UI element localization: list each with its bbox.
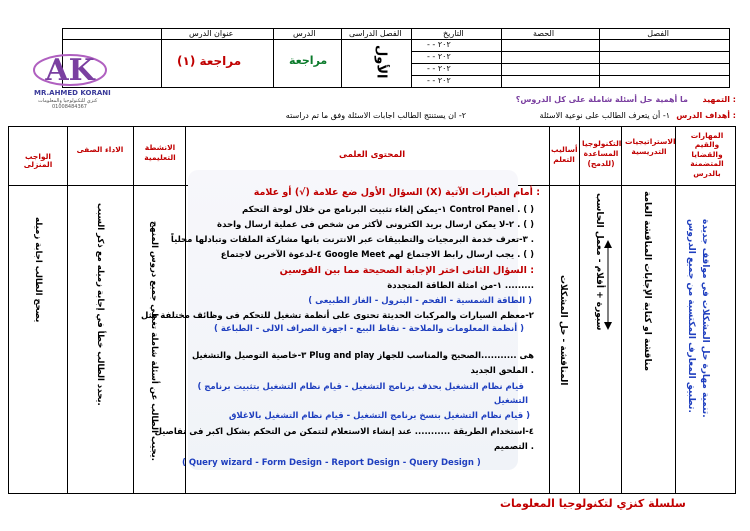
q1-item-2: ٢-لا يمكن ارسال بريد الكترونى لأكثر من شخص فى عملية ارسال واحدة . ( ) xyxy=(217,220,534,230)
lesson-value: مراجعة xyxy=(289,54,328,67)
intro-label: التمهيد : xyxy=(702,95,736,104)
technology-text: سبورة + أقلام - معمل الحاسب xyxy=(593,193,604,331)
header-skills: المهارات والقيم والقضايا المتضمنة بالدرس xyxy=(690,131,724,178)
header-col-period: الحصة xyxy=(533,29,555,38)
intro-text: ما أهمية حل أسئلة شاملة على كل الدروس؟ xyxy=(515,95,688,104)
skills-text-2: تطبيق المعارف المكتسبة من جميع الدروس. xyxy=(685,219,696,413)
q2-item-4-options: ( Query wizard - Form Design - Report Design - Query Design ) xyxy=(182,458,481,468)
question-2-title: السؤال الثانى اختر الإجابة الصحيحة مما بين القوسين : xyxy=(279,265,534,276)
header-strategies: الاستراتيجيات التدريسية xyxy=(625,137,676,156)
date-row-1: - - ٢٠٢ xyxy=(427,40,451,49)
logo-letters: AK xyxy=(45,53,95,88)
header-homework: الواجب المنزلى xyxy=(23,152,53,169)
lesson-title-value: مراجعة (١) xyxy=(177,54,242,68)
header-table xyxy=(62,28,730,88)
q2-item-3: ٣-خاصية التوصيل والتشغيل Plug and play هى ...........الصحيح والمناسب للجهاز xyxy=(191,351,534,361)
header-learning-styles: أساليب التعلم xyxy=(551,145,578,164)
term-value: الأول xyxy=(373,45,389,79)
classroom-performance-text: يحدد الطالب خطأ في إجابة زميله مع ذكر السبب. xyxy=(95,203,106,406)
objective-2: ٢- ان يستنتج الطالب اجابات الاسئلة وفق ما تم دراسته xyxy=(285,111,466,120)
q2-item-4-line-2: التصميم . xyxy=(494,442,534,452)
date-row-4: - - ٢٠٢ xyxy=(427,76,451,85)
q1-item-4: ٤-لدعوة الآخرين لاجتماع Google Meet يجب ارسال رابط الاجتماع لهم . ( ) xyxy=(220,250,534,260)
q2-item-4: ٤-استخدام الطريقة ........... عند إنشاء الاستعلام لتتمكن من التحكم بشكل اكبر فى تفاصيل xyxy=(154,427,534,437)
q1-item-1: ١-يمكن إلغاء تثبيت البرنامج من خلال لوحة التحكم Control Panel . ( ) xyxy=(242,205,534,215)
homework-text: يصحح الطالب اجابة زميله xyxy=(33,217,44,323)
objective-1: ١- أن يتعرف الطالب على نوعية الاسئلة xyxy=(539,111,670,120)
header-col-lesson: الدرس xyxy=(293,29,316,38)
teacher-logo xyxy=(30,48,110,108)
q2-item-3-options-2: التشغيل xyxy=(493,396,528,406)
header-col-lesson-title: عنوان الدرس xyxy=(189,29,234,38)
q2-item-3-options: ( قيام نظام التشغيل بحذف برنامج التشغيل - قيام نظام التشغيل بتثبيت برنامج xyxy=(197,382,524,392)
header-col-term: الفصل الدراسى xyxy=(349,29,402,38)
q2-item-1-options: ( الطاقة الشمسية - الفحم - البترول - الغاز الطبيعى ) xyxy=(308,296,532,306)
skills-text: تنمية مهارة حل المشكلات في مواقف جديدة. xyxy=(699,219,710,418)
footer-series-title: سلسلة كنزي لتكنولوجيا المعلومات xyxy=(500,497,686,510)
header-technology: التكنولوجيا المساعدة (للدمج) xyxy=(582,139,622,168)
header-classroom-performance: الاداء الصفى xyxy=(76,145,124,154)
q2-item-1: ١-من امثلة الطاقة المتجددة ......... xyxy=(387,281,534,291)
q2-item-3-line-2: الملحق الجديد . xyxy=(470,366,534,376)
learning-styles-text: المناقشة - حل المشكلات xyxy=(557,275,568,386)
date-row-2: - - ٢٠٢ xyxy=(427,52,451,61)
strategies-text: مناقشة او كتابة الإجابات المناقشة العامة xyxy=(641,191,652,372)
question-1-title: السؤال الأول ضع علامة (√) أو علامة (X) أمام العبارات الآتية : xyxy=(253,187,540,198)
objectives-label: أهداف الدرس : xyxy=(676,111,736,120)
q2-item-2-options: ( أنظمة المعلومات والملاحة - نقاط البيع - اجهزة الصراف الالى - الطباعة ) xyxy=(213,324,524,334)
header-content: المحتوى العلمى xyxy=(339,150,406,160)
date-row-3: - - ٢٠٢ xyxy=(427,64,451,73)
double-arrow-icon xyxy=(598,240,618,330)
logo-phone: 01008484367 xyxy=(52,104,87,110)
logo-subtitle: كنزي للتكنولوجيا والمعلومات xyxy=(38,98,98,104)
logo-name: MR.AHMED KORANI xyxy=(34,89,111,97)
q1-item-3: ٣-تعرف خدمة البرمجيات والتطبيقات عبر الانترنت بانها مشاركة الملفات وتبادلها محلياً . xyxy=(170,235,534,245)
q2-item-2: ٢-معظم السيارات والمركبات الحديثة تحتوى على أنظمة تشغيل للتحكم فى وظائف مختلفة مثل xyxy=(141,311,534,321)
header-col-date: التاريخ xyxy=(443,29,464,38)
header-activities: الانشطة التعليمية xyxy=(144,143,176,162)
activities-text: يجيب الطالب عن أسئلة شاملة تغطي جميع دروس المنهج. xyxy=(149,221,160,461)
q2-item-3-options-3: قيام نظام التشغيل بنسخ برنامج التشغيل - قيام نظام التشغيل بالاغلاق ) xyxy=(228,411,530,421)
header-col-class: الفصل xyxy=(647,29,669,38)
